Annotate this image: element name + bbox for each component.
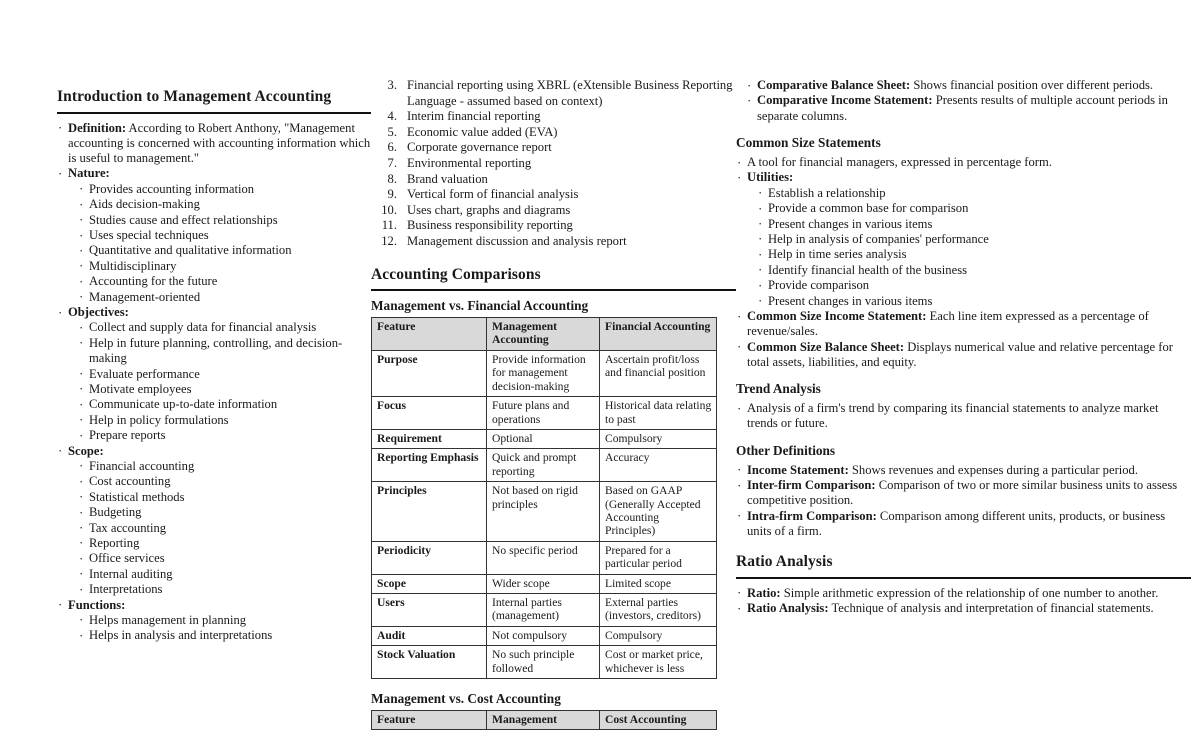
sub-list-item: · Budgeting	[78, 505, 371, 520]
table-cell: Compulsory	[600, 626, 717, 645]
sub-list	[68, 320, 371, 443]
table-cell-feature: Requirement	[372, 429, 487, 448]
table-cell-feature: Periodicity	[372, 541, 487, 574]
page-title: Introduction to Management Accounting	[57, 88, 371, 114]
table-cell: Wider scope	[487, 574, 600, 593]
table-cell: Not based on rigid principles	[487, 482, 600, 542]
sub-list-item: · Financial accounting	[78, 459, 371, 474]
sub-list-item: · Evaluate performance	[78, 367, 371, 382]
list-number: 8.	[387, 171, 397, 186]
term-label: Intra-firm Comparison:	[747, 508, 877, 523]
term-label: Scope:	[68, 443, 104, 458]
column-middle	[371, 0, 736, 730]
ratio-analysis-list	[736, 586, 1191, 617]
sub-list-item: · Present changes in various items	[757, 294, 1191, 309]
sub-list	[747, 186, 1191, 309]
other-definitions-list	[736, 463, 1191, 539]
section-heading-ratio-analysis: Ratio Analysis	[736, 553, 1191, 579]
sub-list-item: · Tax accounting	[78, 521, 371, 536]
sub-list-item: · Provide comparison	[757, 278, 1191, 293]
table-row	[372, 574, 717, 593]
table-row	[372, 429, 717, 448]
sub-list-item: · Helps in analysis and interpretations	[78, 628, 371, 643]
list-item: · Definition: According to Robert Anthony, "Management accounting is concerned with accounting information which is useful to management."	[57, 121, 371, 167]
section-heading-accounting-comparisons: Accounting Comparisons	[371, 266, 736, 292]
table-column-header: Feature	[372, 318, 487, 351]
list-item: · A tool for financial managers, expressed in percentage form.	[736, 155, 1191, 170]
table-cell: External parties (investors, creditors)	[600, 593, 717, 626]
sub-list-item: · Collect and supply data for financial analysis	[78, 320, 371, 335]
list-item: · Ratio: Simple arithmetic expression of the relationship of one number to another.	[736, 586, 1191, 601]
sub-list-item: · Help in analysis of companies' performance	[757, 232, 1191, 247]
list-number: 4.	[387, 109, 397, 124]
sub-list-item: · Help in future planning, controlling, and decision-making	[78, 336, 371, 367]
table-cell: Cost or market price, whichever is less	[600, 646, 717, 679]
table-row	[372, 449, 717, 482]
table-cell-feature: Users	[372, 593, 487, 626]
table-row	[372, 646, 717, 679]
table-cell-feature: Reporting Emphasis	[372, 449, 487, 482]
sub-list-item: · Interpretations	[78, 582, 371, 597]
table-cell: Historical data relating to past	[600, 397, 717, 430]
table-cell: Accuracy	[600, 449, 717, 482]
table-cell-feature: Principles	[372, 482, 487, 542]
sub-list-item: · Identify financial health of the business	[757, 263, 1191, 278]
sub-list-item: · Uses special techniques	[78, 228, 371, 243]
numbered-list-item: 11. Business responsibility reporting	[371, 218, 736, 234]
list-item	[57, 444, 371, 598]
term-label: Inter-firm Comparison:	[747, 478, 876, 492]
table-cell: Prepared for a particular period	[600, 541, 717, 574]
table-cell: Ascertain profit/loss and financial position	[600, 350, 717, 396]
heading-trend-analysis: Trend Analysis	[736, 381, 821, 397]
numbered-list-item: 5. Economic value added (EVA)	[371, 125, 736, 141]
sub-list-item: · Provides accounting information	[78, 182, 371, 197]
sub-list-item: · Quantitative and qualitative information	[78, 243, 371, 258]
term-label: Definition:	[68, 120, 127, 135]
table-cell-feature: Purpose	[372, 350, 487, 396]
term-label: Utilities:	[747, 170, 794, 185]
table-cell: Optional	[487, 429, 600, 448]
list-number: 7.	[387, 155, 397, 170]
table-row	[372, 541, 717, 574]
sub-list-item: · Aids decision-making	[78, 197, 371, 212]
sub-list	[68, 459, 371, 598]
numbered-list-item: 6. Corporate governance report	[371, 140, 736, 156]
term-label: Ratio Analysis:	[747, 601, 829, 616]
term-label: Nature:	[68, 166, 110, 181]
list-item	[57, 166, 371, 305]
table-cell: Future plans and operations	[487, 397, 600, 430]
column-right	[736, 0, 1191, 616]
numbered-list-item: 10. Uses chart, graphs and diagrams	[371, 203, 736, 219]
sub-list-item: · Motivate employees	[78, 382, 371, 397]
sub-list-item: · Accounting for the future	[78, 274, 371, 289]
sub-list-item: · Present changes in various items	[757, 217, 1191, 232]
sub-list-item: · Help in policy formulations	[78, 413, 371, 428]
table-cell-feature: Scope	[372, 574, 487, 593]
table-column-header: Financial Accounting	[600, 318, 717, 351]
table-cell-feature: Stock Valuation	[372, 646, 487, 679]
list-number: 10.	[381, 202, 397, 217]
sub-list	[68, 182, 371, 305]
table-cell: Provide information for management decision-making	[487, 350, 600, 396]
table-row	[372, 482, 717, 542]
list-item: · Comparative Income Statement: Presents results of multiple account periods in separate columns.	[746, 93, 1191, 124]
numbered-list-item: 9. Vertical form of financial analysis	[371, 187, 736, 203]
table-cell: Not compulsory	[487, 626, 600, 645]
table-column-header: Management	[487, 710, 600, 729]
sub-list	[68, 613, 371, 644]
table-row	[372, 350, 717, 396]
sub-list-item: · Helps management in planning	[78, 613, 371, 628]
list-item: · Intra-firm Comparison: Comparison among different units, products, or business units of a firm.	[736, 509, 1191, 540]
table1-title: Management vs. Financial Accounting	[371, 298, 589, 314]
table-header-row	[372, 318, 717, 351]
list-item	[57, 598, 371, 644]
table-cell: Internal parties (management)	[487, 593, 600, 626]
trend-analysis-list	[736, 401, 1191, 432]
management-vs-financial-accounting-table	[371, 317, 717, 679]
table-column-header: Feature	[372, 710, 487, 729]
table-cell: Compulsory	[600, 429, 717, 448]
common-size-list	[736, 155, 1191, 370]
intro-topic-list	[57, 121, 371, 644]
sub-list-item: · Office services	[78, 551, 371, 566]
list-item: · Comparative Balance Sheet: Shows financial position over different periods.	[746, 78, 1191, 93]
list-item: · Analysis of a firm's trend by comparing its financial statements to analyze market trends or future.	[736, 401, 1191, 432]
sub-list-item: · Studies cause and effect relationships	[78, 213, 371, 228]
term-label: Functions:	[68, 597, 126, 612]
term-label: Objectives:	[68, 305, 129, 320]
table-column-header: Cost Accounting	[600, 710, 717, 729]
sub-list-item: · Cost accounting	[78, 474, 371, 489]
sub-list-item: · Multidisciplinary	[78, 259, 371, 274]
table-row	[372, 626, 717, 645]
term-label: Common Size Balance Sheet:	[747, 339, 905, 354]
table-cell: No such principle followed	[487, 646, 600, 679]
list-item: · Income Statement: Shows revenues and expenses during a particular period.	[736, 463, 1191, 478]
table-cell: Limited scope	[600, 574, 717, 593]
term-label: Ratio:	[747, 585, 781, 600]
list-number: 11.	[381, 218, 397, 233]
table-cell: Based on GAAP (Generally Accepted Accounting Principles)	[600, 482, 717, 542]
sub-list-item: · Statistical methods	[78, 490, 371, 505]
list-number: 9.	[387, 187, 397, 202]
table-cell-feature: Audit	[372, 626, 487, 645]
table-cell-feature: Focus	[372, 397, 487, 430]
sub-list-item: · Establish a relationship	[757, 186, 1191, 201]
numbered-list-item: 4. Interim financial reporting	[371, 109, 736, 125]
list-number: 12.	[381, 233, 397, 248]
heading-common-size-statements: Common Size Statements	[736, 135, 881, 151]
list-item: · Common Size Income Statement: Each line item expressed as a percentage of revenue/sales.	[736, 309, 1191, 340]
term-label: Comparative Balance Sheet:	[757, 78, 911, 92]
column-left	[0, 0, 371, 644]
list-item: · Ratio Analysis: Technique of analysis and interpretation of financial statements.	[736, 601, 1191, 616]
list-item	[736, 170, 1191, 309]
sub-list-item: · Provide a common base for comparison	[757, 201, 1191, 216]
heading-other-definitions: Other Definitions	[736, 442, 836, 458]
numbered-list-item: 3. Financial reporting using XBRL (eXtensible Business Reporting Language - assumed based on context)	[371, 78, 736, 109]
table-row	[372, 593, 717, 626]
table-row	[372, 397, 717, 430]
numbered-list-item: 8. Brand valuation	[371, 172, 736, 188]
term-label: Income Statement:	[747, 462, 849, 477]
management-vs-cost-accounting-table	[371, 710, 717, 730]
sub-list-item: · Reporting	[78, 536, 371, 551]
sub-list-item: · Internal auditing	[78, 567, 371, 582]
sub-list-item: · Prepare reports	[78, 428, 371, 443]
comparative-statements-list	[736, 78, 1191, 124]
sub-list-item: · Help in time series analysis	[757, 247, 1191, 262]
table2-title: Management vs. Cost Accounting	[371, 691, 561, 707]
list-item	[57, 305, 371, 444]
table-column-header: Management Accounting	[487, 318, 600, 351]
list-number: 6.	[387, 140, 397, 155]
table-cell: Quick and prompt reporting	[487, 449, 600, 482]
list-item: · Common Size Balance Sheet: Displays numerical value and relative percentage for total assets, liabilities, and equity.	[736, 340, 1191, 371]
list-item: · Inter-firm Comparison: Comparison of two or more similar business units to assess competitive position.	[736, 478, 1191, 509]
list-number: 5.	[387, 124, 397, 139]
term-label: Common Size Income Statement:	[747, 309, 927, 324]
table-header-row	[372, 710, 717, 729]
term-label: Comparative Income Statement:	[757, 93, 933, 108]
list-number: 3.	[387, 78, 397, 92]
sub-list-item: · Management-oriented	[78, 290, 371, 305]
numbered-topic-list	[371, 78, 736, 250]
numbered-list-item: 12. Management discussion and analysis report	[371, 234, 736, 250]
sub-list-item: · Communicate up-to-date information	[78, 397, 371, 412]
table-cell: No specific period	[487, 541, 600, 574]
numbered-list-item: 7. Environmental reporting	[371, 156, 736, 172]
